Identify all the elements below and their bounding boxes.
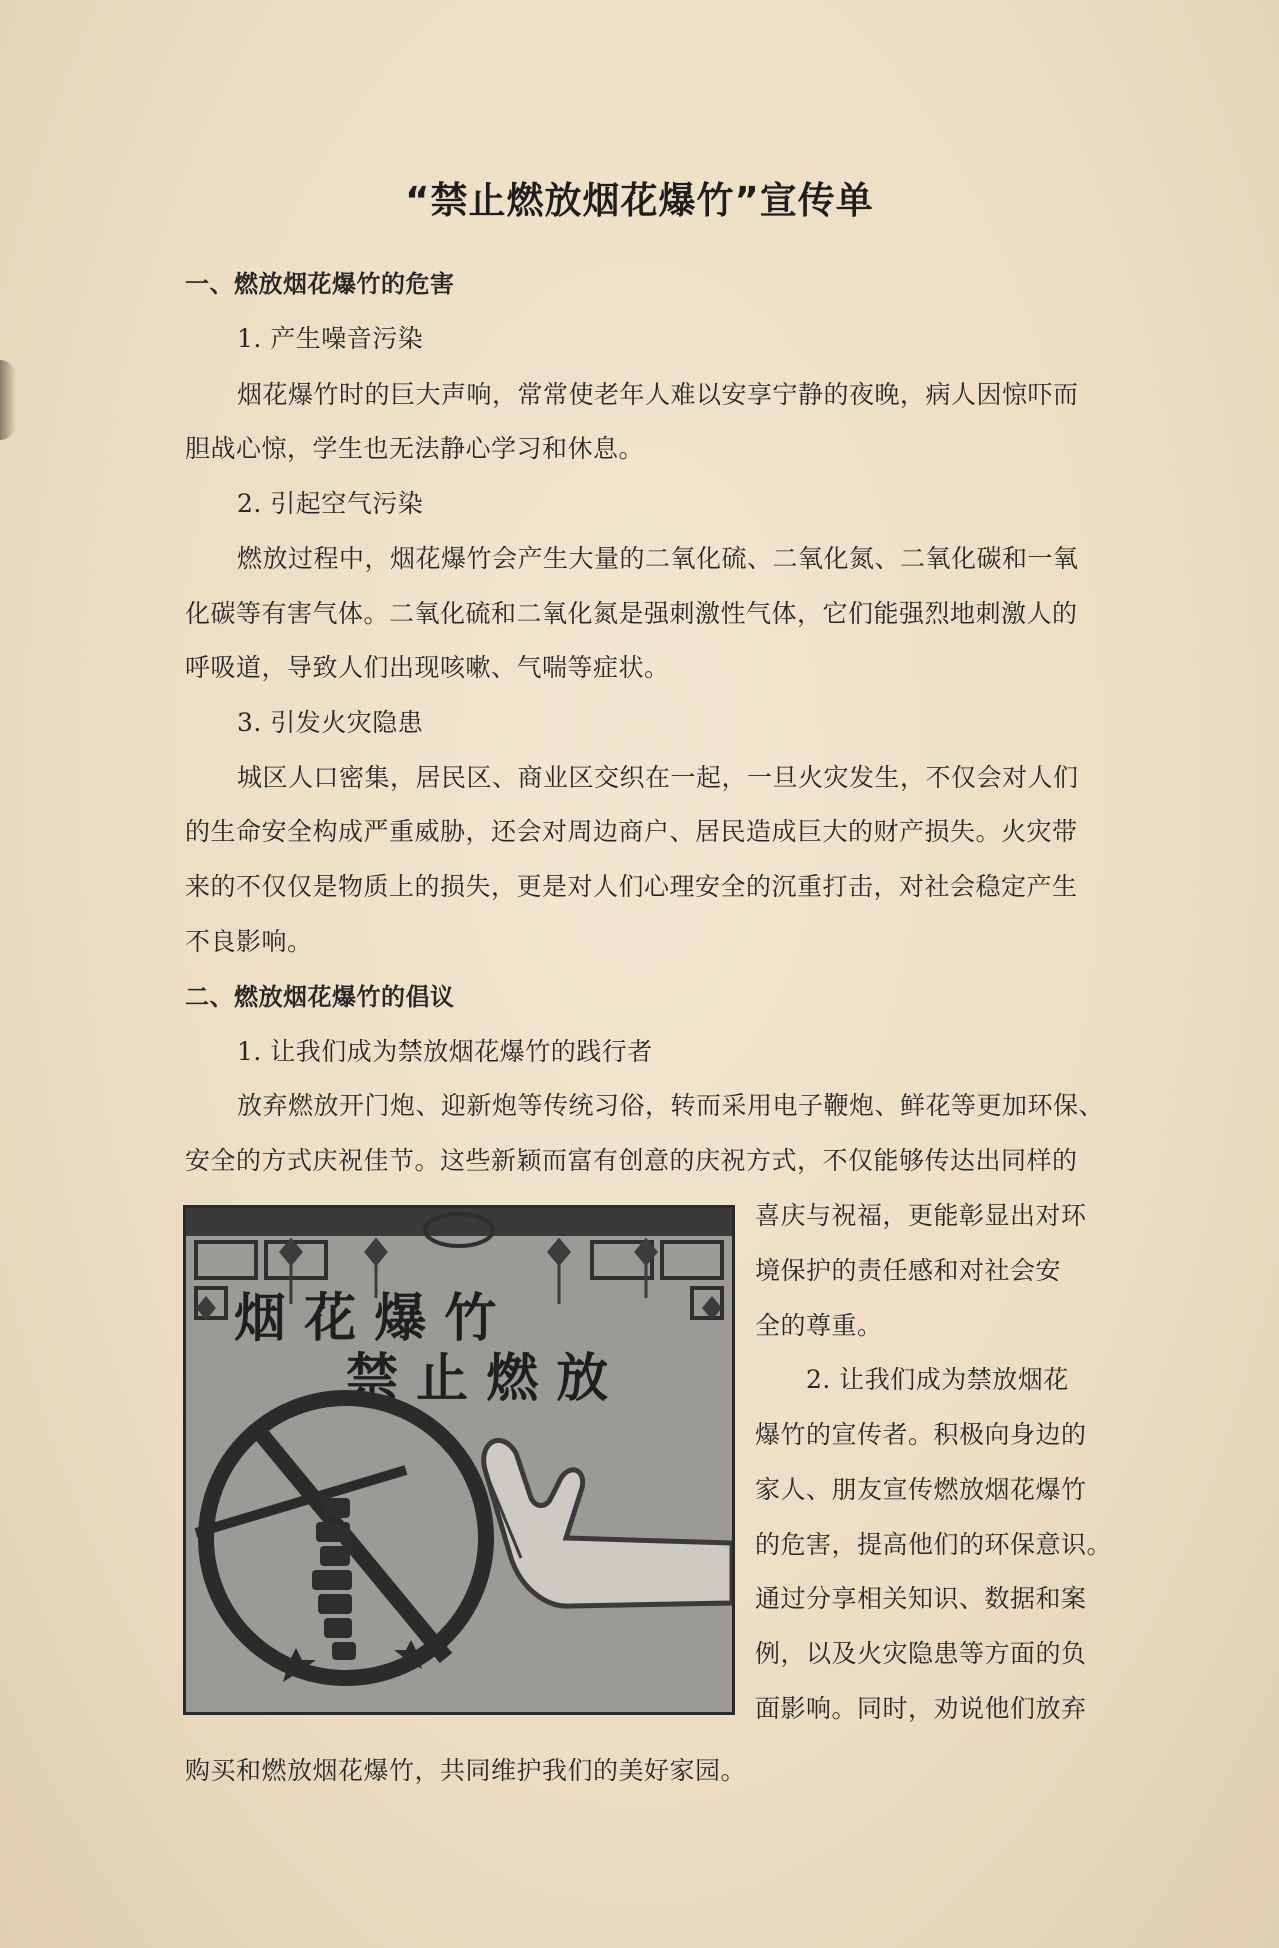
poster-slogan-line1: 烟 花 爆 竹 (234, 1289, 497, 1349)
paragraph-line: 面影响。同时，劝说他们放弃 (755, 1694, 1087, 1723)
paragraph-line: 全的尊重。 (755, 1311, 883, 1340)
paragraph-line: 的生命安全构成严重威胁，还会对周边商户、居民造成巨大的财产损失。火灾带 (185, 817, 1078, 846)
subheading: 1. 让我们成为禁放烟花爆竹的践行者 (237, 1037, 653, 1066)
paragraph-line: 通过分享相关知识、数据和案 (755, 1584, 1087, 1613)
paragraph-line: 喜庆与祝福，更能彰显出对环 (755, 1201, 1087, 1230)
paragraph-line: 烟花爆竹时的巨大声响，常常使老年人难以安享宁静的夜晚，病人因惊吓而 (237, 380, 1079, 409)
paragraph-line: 例，以及火灾隐患等方面的负 (755, 1639, 1087, 1668)
section-heading: 二、燃放烟花爆竹的倡议 (185, 983, 455, 1011)
subheading: 1. 产生噪音污染 (237, 324, 424, 353)
paragraph-line: 放弃燃放开门炮、迎新炮等传统习俗，转而采用电子鞭炮、鲜花等更加环保、 (237, 1091, 1105, 1120)
paragraph-line: 化碳等有害气体。二氧化硫和二氧化氮是强刺激性气体，它们能强烈地刺激人的 (185, 599, 1078, 628)
paragraph-line: 城区人口密集，居民区、商业区交织在一起，一旦火灾发生，不仅会对人们 (237, 763, 1079, 792)
paragraph-line: 呼吸道，导致人们出现咳嗽、气喘等症状。 (185, 653, 670, 682)
page-title: “禁止燃放烟花爆竹”宣传单 (405, 179, 874, 222)
paragraph-line: 2. 让我们成为禁放烟花 (806, 1365, 1069, 1394)
paper-edge-shadow (0, 360, 16, 440)
paragraph-line: 爆竹的宣传者。积极向身边的 (755, 1420, 1087, 1449)
paragraph-line: 燃放过程中，烟花爆竹会产生大量的二氧化硫、二氧化氮、二氧化碳和一氧 (237, 544, 1079, 573)
subheading: 2. 引起空气污染 (237, 489, 424, 518)
no-fireworks-poster (183, 1205, 735, 1715)
paragraph-line: 家人、朋友宣传燃放烟花爆竹 (755, 1475, 1087, 1504)
paragraph-line: 胆战心惊，学生也无法静心学习和休息。 (185, 434, 645, 463)
paragraph-line: 购买和燃放烟花爆竹，共同维护我们的美好家园。 (185, 1756, 747, 1785)
poster-slogan-line2: 禁 止 燃 放 (346, 1349, 609, 1409)
paragraph-line: 不良影响。 (185, 927, 313, 956)
paragraph-line: 来的不仅仅是物质上的损失，更是对人们心理安全的沉重打击，对社会稳定产生 (185, 872, 1078, 901)
subheading: 3. 引发火灾隐患 (237, 708, 424, 737)
poster-illustration (186, 1208, 732, 1712)
paragraph-line: 的危害，提高他们的环保意识。 (755, 1530, 1113, 1559)
section-heading: 一、燃放烟花爆竹的危害 (185, 270, 455, 298)
paragraph-line: 安全的方式庆祝佳节。这些新颖而富有创意的庆祝方式，不仅能够传达出同样的 (185, 1146, 1078, 1175)
paragraph-line: 境保护的责任感和对社会安 (755, 1256, 1062, 1285)
